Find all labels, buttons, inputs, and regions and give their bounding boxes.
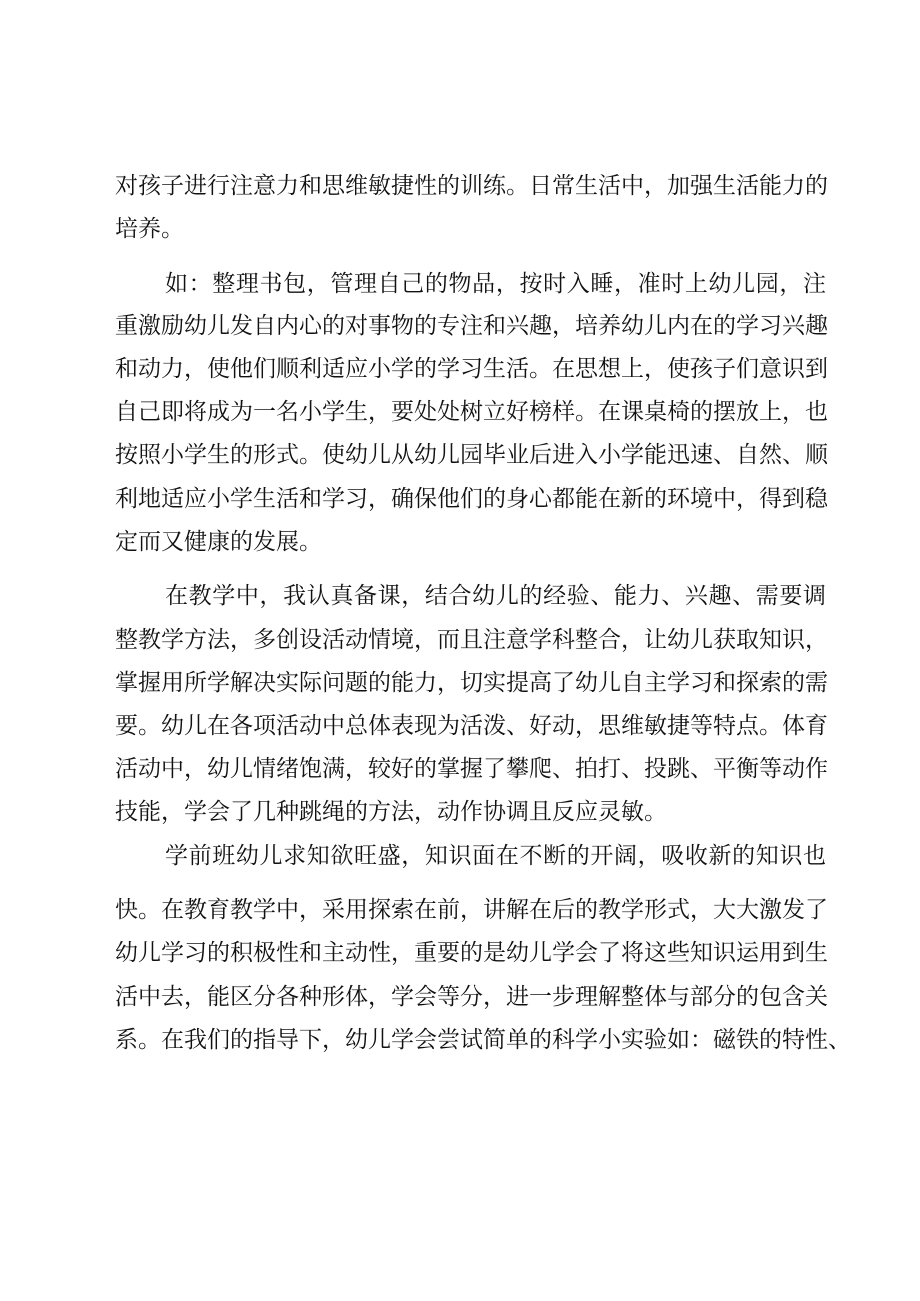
- paragraph-first-line: 如：整理书包，管理自己的物品，按时入睡，准时上幼儿园，注: [165, 271, 826, 297]
- text-line: 技能，学会了几种跳绳的方法，动作协调且反应灵敏。: [115, 799, 667, 825]
- text-line: 快。在教育教学中，采用探索在前，讲解在后的教学形式，大大激发了: [115, 897, 828, 923]
- text-line: 对孩子进行注意力和思维敏捷性的训练。日常生活中，加强生活能力的: [115, 173, 828, 199]
- text-line: 利地适应小学生活和学习，确保他们的身心都能在新的环境中，得到稳: [115, 486, 828, 512]
- text-line: 幼儿学习的积极性和主动性，重要的是幼儿学会了将这些知识运用到生: [115, 940, 828, 966]
- text-line: 培养。: [115, 216, 184, 242]
- text-line: 按照小学生的形式。使幼儿从幼儿园毕业后进入小学能迅速、自然、顺: [115, 442, 828, 468]
- text-line: 定而又健康的发展。: [115, 529, 322, 555]
- text-line: 掌握用所学解决实际问题的能力，切实提高了幼儿自主学习和探索的需: [115, 670, 828, 696]
- text-line: 和动力，使他们顺利适应小学的学习生活。在思想上，使孩子们意识到: [115, 356, 828, 382]
- paragraph-first-line: 在教学中，我认真备课，结合幼儿的经验、能力、兴趣、需要调: [165, 583, 826, 609]
- text-line: 整教学方法，多创设活动情境，而且注意学科整合，让幼儿获取知识，: [115, 627, 828, 653]
- paragraph-first-line: 学前班幼儿求知欲旺盛，知识面在不断的开阔，吸收新的知识也: [165, 843, 826, 869]
- text-line: 要。幼儿在各项活动中总体表现为活泼、好动，思维敏捷等特点。体育: [115, 713, 828, 739]
- text-line: 活动中，幼儿情绪饱满，较好的掌握了攀爬、拍打、投跳、平衡等动作: [115, 756, 828, 782]
- text-line: 重激励幼儿发自内心的对事物的专注和兴趣，培养幼儿内在的学习兴趣: [115, 313, 828, 339]
- text-line: 自己即将成为一名小学生，要处处树立好榜样。在课桌椅的摆放上，也: [115, 399, 828, 425]
- text-line: 活中去，能区分各种形体，学会等分，进一步理解整体与部分的包含关: [115, 984, 828, 1010]
- text-line: 系。在我们的指导下，幼儿学会尝试简单的科学小实验如：磁铁的特性、: [115, 1027, 851, 1053]
